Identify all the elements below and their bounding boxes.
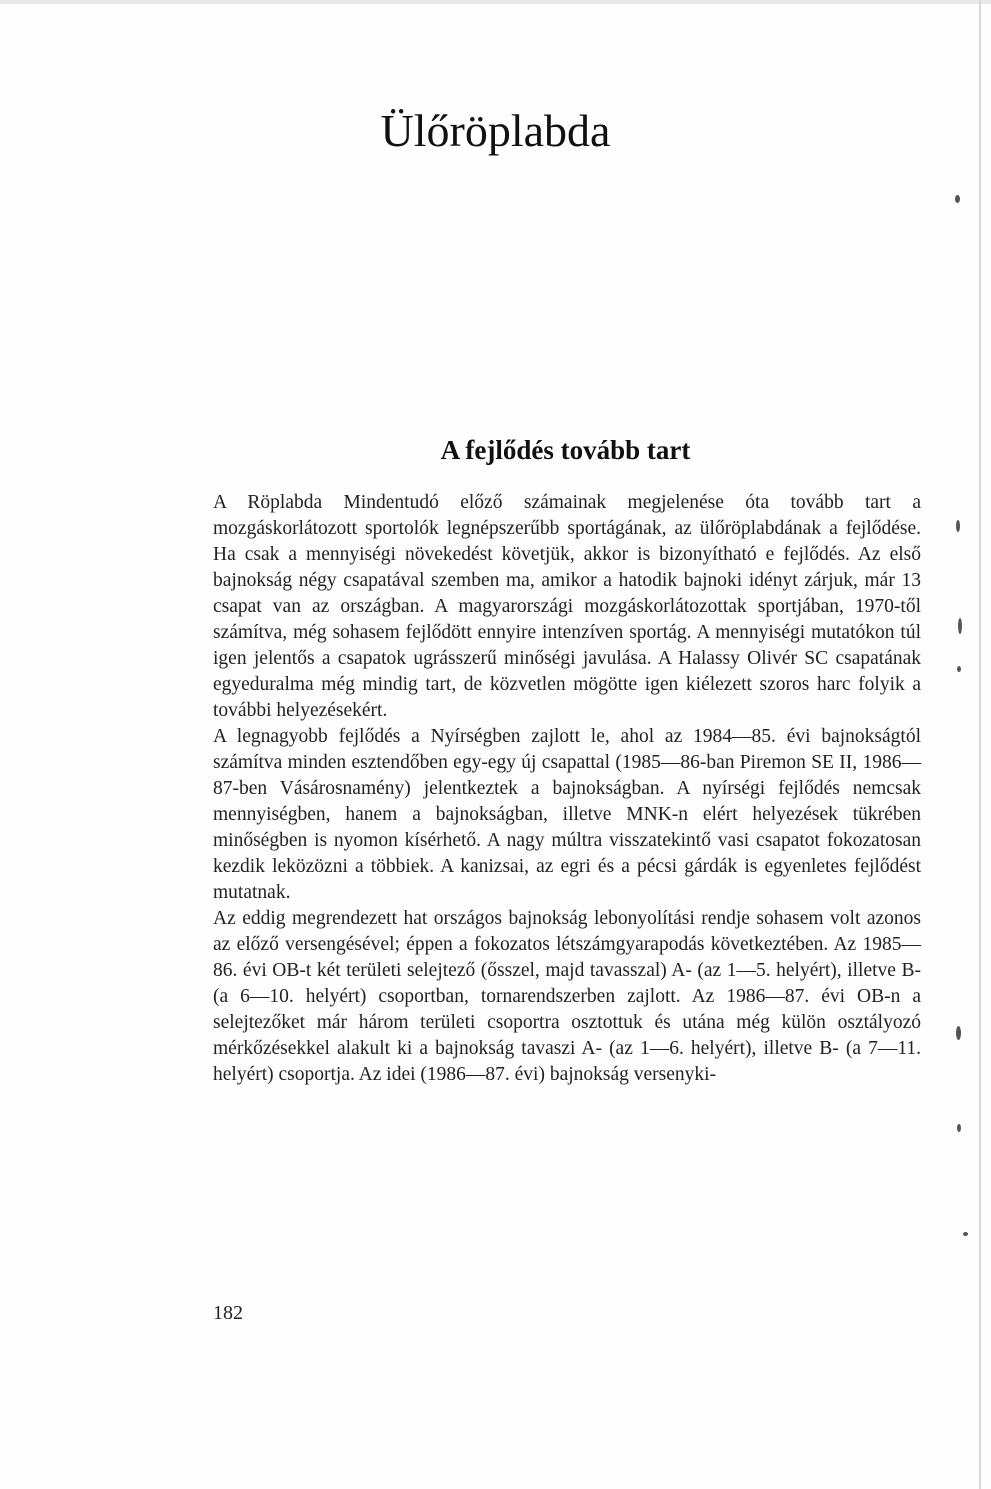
section-subtitle: A fejlődés tovább tart (440, 435, 691, 465)
scan-speck (963, 1232, 968, 1236)
paragraph-1: A Röplabda Mindentudó előző számainak megjelenése óta tovább tart a mozgáskorlátozott sportolók legnépszerűbb sportágának, az ülőröplabdának a fejlődése. Ha csak a mennyiségi növekedést követjük, akkor is bizonyítható e fejlődés. Az első bajnokság négy csapatával szemben ma, amikor a hatodik bajnoki idényt zárjuk, már 13 csapat van az országban. A magyarországi mozgáskorlátozottak sportjában, 1970-től számítva, még sohasem fejlődött ennyire intenzíven sportág. A mennyiségi mutatókon túl igen jelentős a csapatok ugrásszerű minőségi javulása. A Halassy Olivér SC csapatának egyeduralma még mindig tart, de közvetlen mögötte igen kiélezett szoros harc folyik a további helyezésekért. (213, 492, 921, 721)
scan-speck (955, 195, 960, 203)
page-top-edge (0, 0, 991, 4)
scan-speck (956, 1026, 961, 1040)
scan-speck (956, 520, 960, 532)
scan-speck (957, 1124, 961, 1132)
scan-speck (958, 618, 962, 634)
paragraph-2: A legnagyobb fejlődés a Nyírségben zajlott le, ahol az 1984—85. évi bajnokságtól számítva minden esztendőben egy-egy új csapattal (1985—86-ban Piremon SE II, 1986—87-ben Vásárosnamény) jelentkeztek a bajnokságban. A nyírségi fejlődés nemcsak mennyiségben, hanem a bajnokságban, illetve MNK-n elért helyezések tükrében minőségben is nyomon kísérhető. A nagy múltra visszatekintő vasi csapatot fokozatosan kezdik leközözni a többiek. A kanizsai, az egri és a pécsi gárdák is egyenletes fejlődést mutatnak. (213, 726, 921, 903)
paragraph-3: Az eddig megrendezett hat országos bajnokság lebonyolítási rendje sohasem volt azonos az előző versengésével; éppen a fokozatos létszámgyarapodás következtében. Az 1985—86. évi OB-t két területi selejtező (ősszel, majd tavasszal) A- (az 1—5. helyért), illetve B- (a 6—10. helyért) csoportban, tornarendszerben zajlott. Az 1986—87. évi OB-n a selejtezőket már három területi csoportra osztottuk és utána még külön osztályozó mérkőzésekkel alakult ki a bajnokság tavaszi A- (az 1—6. helyért), illetve B- (a 7—11. helyért) csoportja. Az idei (1986—87. évi) bajnokság versenyki- (213, 908, 921, 1085)
body-text (213, 490, 921, 1088)
page-number: 182 (213, 1302, 243, 1324)
scan-speck (957, 666, 961, 672)
chapter-title: Ülőröplabda (380, 105, 611, 156)
page-right-edge (979, 0, 981, 1489)
